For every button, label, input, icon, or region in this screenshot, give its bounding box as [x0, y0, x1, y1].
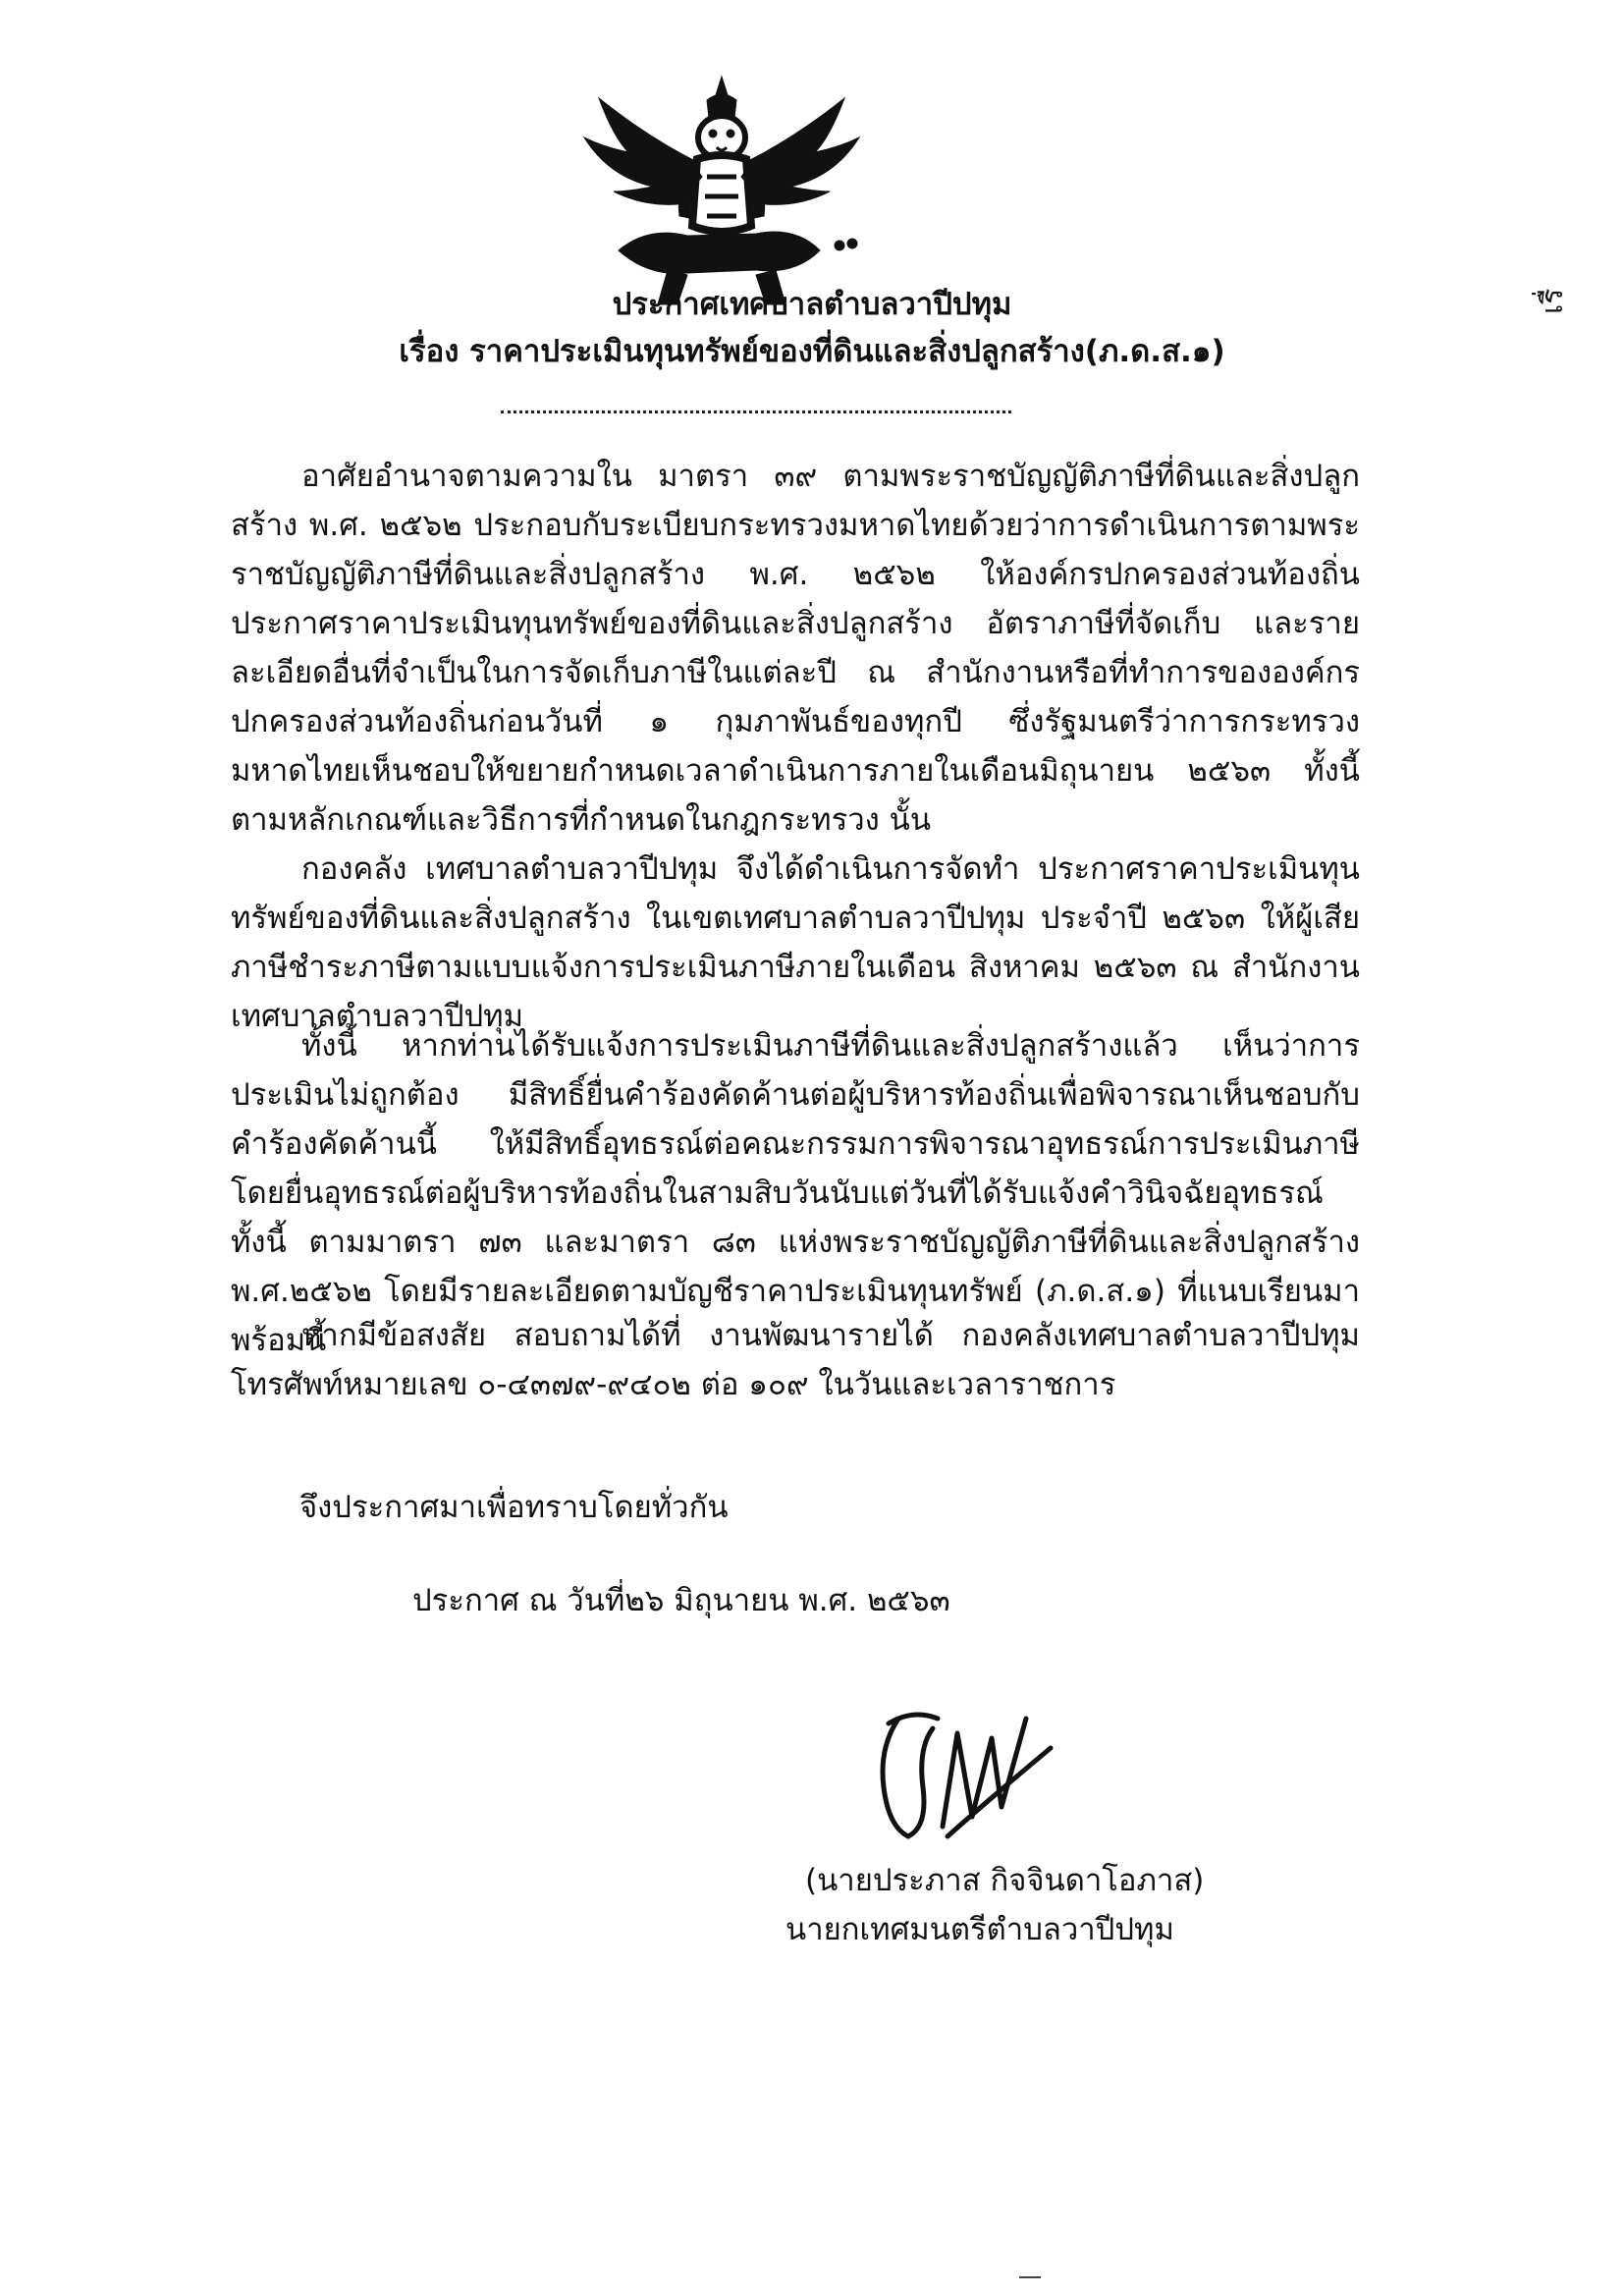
scan-mark — [1019, 2276, 1041, 2278]
announcement-title: ประกาศเทศบาลตำบลวาปีปทุม — [612, 287, 1012, 322]
handwritten-signature — [854, 1679, 1070, 1851]
paragraph-appeal-rights: ทั้งนี้ หากท่านได้รับแจ้งการประเมินภาษีที่ดินและสิ่งปลูกสร้างแล้ว เห็นว่าการประเมินไม่ถูกต้อง มีสิทธิ์ยื่นคำร้องคัดค้านต่อผู้บริหารท้องถิ่นเพื่อพิจารณาเห็นชอบกับคำร้องคัดค้านนี้ ให้มีสิทธิ์อุทธรณ์ต่อคณะกรรมการพิจารณาอุทธรณ์การประเมินภาษี โดยยื่นอุทธรณ์ต่อผู้บริหารท้องถิ่นในสามสิบวันนับแต่วันที่ได้รับแจ้งคำวินิจฉัยอุทธรณ์ ทั้งนี้ ตามมาตรา ๗๓ และมาตรา ๘๓ แห่งพระราชบัญญัติภาษีที่ดินและสิ่งปลูกสร้าง พ.ศ.๒๕๖๒ โดยมีรายละเอียดตามบัญชีราคาประเมินทุนทรัพย์ (ภ.ด.ส.๑) ที่แนบเรียนมาพร้อมนี้ — [231, 1028, 1360, 1358]
signer-name: (นายประภาส กิจจินดาโอภาส) — [805, 1863, 1205, 1898]
paragraph-tax-assessment: กองคลัง เทศบาลตำบลวาปีปทุม จึงได้ดำเนินการจัดทำ ประกาศราคาประเมินทุนทรัพย์ของที่ดินและสิ่งปลูกสร้าง ในเขตเทศบาลตำบลวาปีปทุม ประจำปี ๒๕๖๓ ให้ผู้เสียภาษีชำระภาษีตามแบบแจ้งการประเมินภาษีภายในเดือน สิงหาคม ๒๕๖๓ ณ สำนักงานเทศบาลตำบลวาปีปทุม — [231, 851, 1360, 1034]
signer-title: นายกเทศมนตรีตำบลวาปีปทุม — [785, 1912, 1174, 1947]
announcement-subject: เรื่อง ราคาประเมินทุนทรัพย์ของที่ดินและสิ่งปลูกสร้าง(ภ.ด.ส.๑) — [399, 334, 1225, 369]
paragraph-contact-info: หากมีข้อสงสัย สอบถามได้ที่ งานพัฒนารายได้ กองคลังเทศบาลตำบลวาปีปทุม โทรศัพท์หมายเลข ๐-๔๓๗๙-๙๔๐๒ ต่อ ๑๐๙ ในวันและเวลาราชการ — [231, 1318, 1360, 1402]
dotted-divider — [501, 410, 1011, 413]
closing-statement: จึงประกาศมาเพื่อทราบโดยทั่วกัน — [299, 1490, 729, 1525]
announcement-date: ประกาศ ณ วันที่๒๖ มิถุนายน พ.ศ. ๒๕๖๓ — [412, 1583, 950, 1618]
paragraph-legal-basis: อาศัยอำนาจตามความใน มาตรา ๓๙ ตามพระราชบัญญัติภาษีที่ดินและสิ่งปลูกสร้าง พ.ศ. ๒๕๖๒ ประกอบกับระเบียบกระทรวงมหาดไทยด้วยว่าการดำเนินการตามพระราชบัญญัติภาษีที่ดินและสิ่งปลูกสร้าง พ.ศ. ๒๕๖๒ ให้องค์กรปกครองส่วนท้องถิ่นประกาศราคาประเมินทุนทรัพย์ของที่ดินและสิ่งปลูกสร้าง อัตราภาษีที่จัดเก็บ และรายละเอียดอื่นที่จำเป็นในการจัดเก็บภาษีในแต่ละปี ณ สำนักงานหรือที่ทำการขององค์กรปกครองส่วนท้องถิ่นก่อนวันที่ ๑ กุมภาพันธ์ของทุกปี ซึ่งรัฐมนตรีว่าการกระทรวงมหาดไทยเห็นชอบให้ขยายกำหนดเวลาดำเนินการภายในเดือนมิถุนายน ๒๕๖๓ ทั้งนี้ ตามหลักเกณฑ์และวิธีการที่กำหนดในกฎกระทรวง นั้น — [231, 459, 1360, 838]
page-edge-mark: เรื่ — [1536, 288, 1570, 314]
garuda-emblem — [560, 69, 884, 314]
